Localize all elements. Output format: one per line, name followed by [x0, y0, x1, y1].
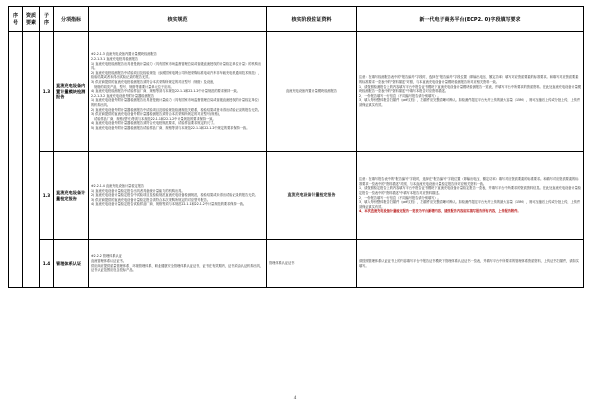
qual-elem-cell: [23, 32, 40, 288]
sub-seq-cell: 1.3: [40, 32, 54, 152]
sub-seq-cell: 1.3: [40, 152, 54, 240]
check-spec-cell: ※2.2.1.3 直流充电设备内置计量模块检测报告 2.2.1.3.1 直流充电桩具检测报告 1) 直流充电桩检测报告出具者是统计量能力（具有国家市场监督管理总局或省级直流授权的计量检定单位计量）的机构出具。 2) 直流充电桩检测报告中试验项目及检验规范（参照国家电网公司所授采购标准电动汽车非车载充电机通用技术规范），检验结果或者未得出试验记录的报告无效。 3) 供应商提供的直流充电桩检测报告须符合本次采购所规定的对应型号（规格）及设备， 规格的同类产品，型号、规格等重要计量单元位于应用。 4) 直流充电桩检测报告中试验样品厂商、规格等须与本规范22.1.1和22.1.2中计量规范的要求保持一致。 2.2.1.3.2 直流充电设备外附计量器检测报告 1) 直流充电设备外附计量器检测报告出具者是统计量能力（具有国家市场监督管理总局或省级直流授权的计量检定单位）的机构出具。 2) 直流充电设备外附计量器检测报告中试验项目及检验规范检测规范关联系，检验结果或者未得出试验记录的报告无效。 3) 供应商提供的直流充电设备外附计量器检测报告须符合本次采购所规定的对应型号(规格)， 试验样品厂商、规格(型号)等须与本规范22.1.1和22.1.2中计量规范的要求保持一致。 4) 直流充电设备外附计量器检测报告须符合充电桩规范要求，试验样品要求规定的尺寸。 5) 直流充电设备外附计量器检测报告试验样品厂商、规格等须与本规范22.1.1和22.1.2中规定的要求保持一致。: [89, 32, 267, 152]
table-row: [9, 152, 584, 240]
table-row: [9, 240, 584, 288]
header-check-spec: 核实规范: [89, 7, 267, 32]
requirement-cell: [357, 152, 584, 240]
check-spec-cell: ※2.2.2 管理体系认证 直流管理体系认证证书。 供应商应提供质量管理体系、环境管理体系、职业健康安全管理体系认证证书，证书在有效期内，证书须由认证机构出具，证书认证范围应包含投标产品。: [89, 240, 267, 288]
requirement-cell: [357, 32, 584, 152]
class-index-cell: 管理体系认证: [54, 240, 89, 288]
header-sub-seq: 子序: [40, 7, 54, 32]
check-material-cell: 管理体系认证证书: [267, 240, 357, 288]
header-check-material: 核实阶段佐证资料: [267, 7, 357, 32]
header-class-index: 分项指标: [54, 7, 89, 32]
table-row: [9, 32, 584, 152]
check-material-cell: 直流充电设备计量检定报告: [267, 152, 357, 240]
class-index-cell: 直流充电设备计量检定报告: [54, 152, 89, 240]
header-requirement: 新一代电子商务平台(ECP2. 0)字段填写要求: [357, 7, 584, 32]
header-qual-elem: 资质要素: [23, 7, 40, 32]
spec-table-sheet: [8, 6, 583, 288]
header-row: [9, 7, 584, 32]
check-material-cell: 直流充电设备内置计量模块检测报告: [267, 32, 357, 152]
requirement-highlight-text: 4、本次直流充电设备计量检定报告一览表为平台新增内容，请按报告内容如实填写报告所有内容，上传报告附件。: [359, 209, 521, 214]
requirement-text: 注意：在填写报告表中的"报告编号"字段时，选择在"报告编号"字段位置（即输出电压、额定功率）填写对应资质要素的标准要求。和填写对应资质要素的标准要求一览表中的"资料描述"对照，与本直流充电设备计量检定报告所对应相关资料一致。 1、请按照检定报告上的内容填写平台中报告证书模块下直流充电设备计量检定报告一览表，并填写平台中所要求的资质资料信息。在此处直流充电设备计量检定报告一览表中的"资料描述"中填写本报告对应资料描述。 2、一份报告填写一行信息（不同编号报告请分别填写）。 3、填入每份整体报告扫描件（pdf文档），扫描件应完整清晰可辨认。如检测件超过平台允许上传的最大容量（15M），则可压缩后上传或分批上传，上传件须保证真实有效。: [359, 177, 581, 209]
check-spec-cell: ※2.2.1.4 直流充电设备计量检定报告 1) 直流充电设备计量检定报告出具者具备统计量能力的机构出具。 2) 直流充电设备计量检定报告中试验项目及检验规范直流充电设备检测规范，检验结果或未得出试验记录的报告无效。 3) 供应商提供的直流充电设备计量检定报告须符合本次采购所规定的对应型号报告。 4) 直流充电设备计量检定报告试验样品厂商、规格等须与本规范22.1.1和22.1.2中计量规范的要求保持一致。: [89, 152, 267, 240]
sub-seq-cell: 1.4: [40, 240, 54, 288]
requirement-text: 注意：在填写检测报告表中的"报告编号"字段时，选择在"报告编号"字段位置（即输出电压、额定功率）填写对应资质要素的标准要求。和填写对应资质要素的标准要求一览表中的"资料描述"对照，与本直流充电设备计量模块检测报告所对应相关资料一致。 1、请按照检测报告上的内容填写平台中报告证书模块下直流充电设备计量模块检测报告一览表，并填写平台中所要求的资质资料。在此处直流充电设备计量模块检测报告一览表中的"资料描述"中填写本报告对应资料描述。 2、一份报告填写一行信息（不同编号报告请分别填写）。 3、填入每份整体报告扫描件（pdf文档），扫描件应完整清晰可辨认。如检测件超过平台允许上传的最大容量（15M），则可压缩后上传或分批上传，上传件须保证真实有效。: [359, 75, 581, 107]
header-seq: 序号: [9, 7, 23, 32]
requirement-text: 请按照管理体系认证证书上的内容填写平台中报告证书模块下管理体系认证证书一览表，并填写平台中所要求的管理体系资质资料，上传证书扫描件，请如实填写。: [359, 258, 579, 268]
seq-cell: [9, 32, 23, 288]
requirement-cell: [357, 240, 584, 288]
class-index-cell: 直流充电设备内置计量模块检测报告: [54, 32, 89, 152]
qualification-table: [8, 6, 584, 288]
page-number: 4: [293, 396, 297, 401]
